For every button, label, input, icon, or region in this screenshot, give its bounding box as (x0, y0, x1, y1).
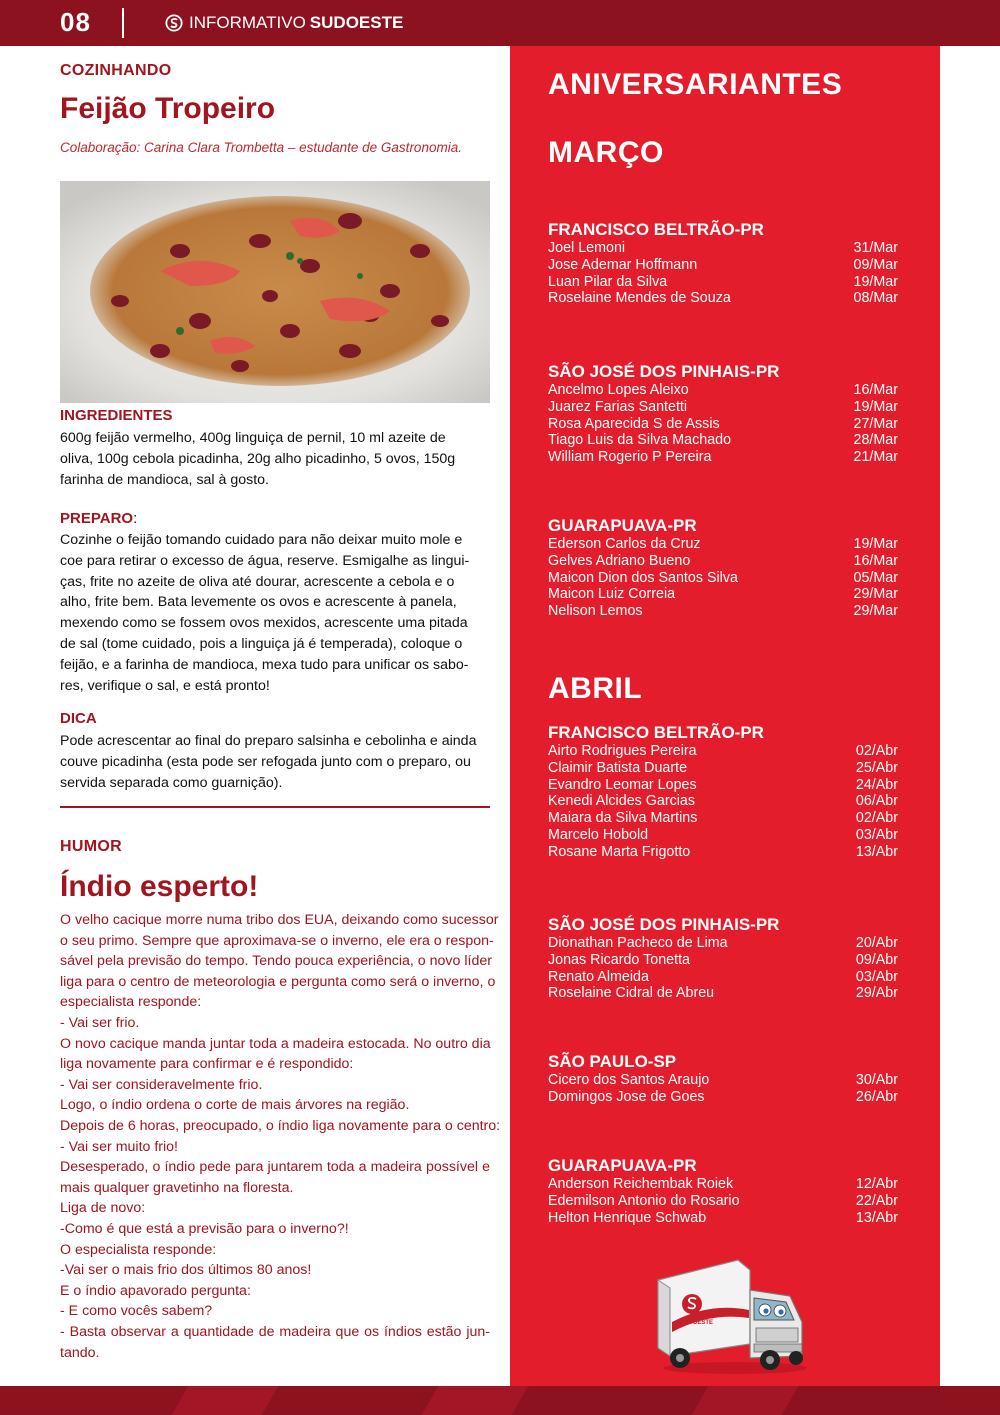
recipe-credit: Colaboração: Carina Clara Trombetta – estudante de Gastronomia. (60, 140, 462, 155)
birthday-row (548, 969, 898, 986)
humor-line: tando. (60, 1344, 100, 1361)
birthday-row (548, 603, 898, 620)
birthday-row (548, 777, 898, 794)
person-name: Domingos Jose de Goes (548, 1088, 705, 1105)
birthday-date: 19/Mar (853, 398, 898, 415)
city-heading: SÃO JOSÉ DOS PINHAIS-PR (548, 915, 780, 934)
person-name: Rosa Aparecida S de Assis (548, 415, 720, 432)
person-name: Roselaine Cidral de Abreu (548, 985, 715, 1002)
section-divider (60, 806, 490, 808)
person-name: Maicon Luiz Correia (548, 586, 676, 603)
person-name: Renato Almeida (548, 968, 649, 985)
prep-line: coe para retirar o excesso de água, reserve. Esmigalhe as lingui- (60, 552, 470, 569)
month-march: MARÇO (548, 136, 664, 169)
recipe-title: Feijão Tropeiro (60, 92, 276, 125)
birthday-row (548, 399, 898, 416)
birthday-row (548, 1089, 898, 1106)
truck-logo-text: SUDOESTE (680, 1320, 714, 1326)
tip-text (60, 731, 492, 793)
person-name: Luan Pilar da Silva (548, 273, 668, 290)
city-heading: SÃO PAULO-SP (548, 1052, 677, 1071)
birthday-row (548, 290, 898, 307)
birthday-date: 03/Abr (855, 968, 898, 985)
humor-line: o seu primo. Sempre que aproximava-se o inverno, ele era o respon- (60, 932, 494, 949)
person-name: Ancelmo Lopes Aleixo (548, 382, 689, 398)
sudoeste-truck-illustration (650, 1252, 810, 1376)
birthday-date: 02/Abr (855, 743, 898, 759)
person-name: Joel Lemoni (548, 240, 626, 256)
person-name: Rosane Marta Frigotto (548, 843, 691, 860)
recipe-kicker: COZINHANDO (60, 62, 172, 79)
ingredients-text (60, 428, 492, 490)
page-number: 08 (60, 7, 91, 37)
birthday-date: 06/Abr (855, 793, 898, 810)
prep-heading-colon: : (133, 510, 138, 527)
birthday-row (548, 586, 898, 603)
humor-line: O velho cacique morre numa tribo dos EUA, deixando como sucessor (60, 912, 499, 928)
birthday-row (548, 985, 898, 1002)
birthday-row (548, 935, 898, 952)
tip-heading: DICA (60, 710, 97, 727)
prep-line: feijão, e a farinha de mandioca, mexa tudo para unificar os sabo- (60, 656, 469, 673)
birthday-date: 03/Abr (855, 827, 898, 843)
person-name: Ederson Carlos da Cruz (548, 536, 701, 552)
footer-bar (0, 1386, 1000, 1415)
birthday-row (548, 432, 898, 449)
humor-line: - Vai ser consideravelmente frio. (60, 1076, 263, 1093)
humor-line: liga para o centro de meteorologia e pergunta como será o inverno, o (60, 973, 496, 990)
person-name: Juarez Farias Santetti (548, 398, 688, 415)
person-name: Roselaine Mendes de Souza (548, 290, 731, 307)
dish-photo-illustration (60, 181, 490, 403)
prep-heading-label: PREPARO (60, 510, 134, 527)
birthday-date: 05/Mar (853, 569, 898, 586)
birthday-row (548, 536, 898, 553)
prep-line: res, verifique o sal, e está pronto! (60, 677, 270, 694)
birthday-row (548, 1072, 898, 1089)
birthday-date: 24/Abr (855, 776, 898, 793)
humor-line: mais qualquer gravetinho na floresta. (60, 1179, 294, 1196)
header-divider (122, 8, 124, 38)
header-bar (0, 0, 1000, 46)
birthday-row (548, 1193, 898, 1210)
humor-line: -Vai ser o mais frio dos últimos 80 anos! (60, 1262, 312, 1279)
birthday-date: 29/Abr (855, 985, 898, 1002)
feijao-tropeiro-photo (60, 181, 490, 403)
birthday-row (548, 382, 898, 399)
city-heading: FRANCISCO BELTRÃO-PR (548, 723, 764, 742)
footer-stripe (172, 1386, 279, 1415)
person-name: Gelves Adriano Bueno (548, 552, 691, 569)
humor-line: - Vai ser muito frio! (60, 1138, 178, 1155)
birthday-row (548, 274, 898, 291)
tip-line: Pode acrescentar ao final do preparo salsinha e cebolinha e ainda (60, 733, 477, 749)
prep-line: Cozinhe o feijão tomando cuidado para não deixar muito mole e (60, 532, 463, 548)
birthday-row (548, 760, 898, 777)
birthday-date: 13/Abr (855, 1209, 898, 1226)
prep-text (60, 530, 492, 696)
birthday-date: 22/Abr (855, 1192, 898, 1209)
humor-line: - Vai ser frio. (60, 1015, 140, 1031)
birthday-row (548, 1176, 898, 1193)
ingredients-line: oliva, 100g cebola picadinha, 20g alho picadinho, 5 ovos, 150g (60, 450, 456, 467)
birthday-date: 29/Mar (853, 586, 898, 603)
humor-line: Desesperado, o índio pede para juntarem toda a madeira possível e (60, 1159, 490, 1176)
person-name: Dionathan Pacheco de Lima (548, 935, 728, 951)
humor-title: Índio esperto! (60, 870, 259, 903)
brand (165, 13, 403, 33)
humor-line: especialista responde: (60, 994, 202, 1011)
birthday-row (548, 810, 898, 827)
footer-stripe (692, 1386, 799, 1415)
ingredients-heading: INGREDIENTES (60, 407, 173, 424)
birthday-date: 31/Mar (853, 240, 898, 256)
brand-name: SUDOESTE (309, 13, 404, 32)
month-april: ABRIL (548, 672, 643, 705)
birthday-row (548, 793, 898, 810)
person-name: Cicero dos Santos Araujo (548, 1072, 710, 1088)
city-heading: SÃO JOSÉ DOS PINHAIS-PR (548, 362, 780, 381)
humor-line: Logo, o índio ordena o corte de mais árvores na região. (60, 1097, 410, 1114)
humor-line: sável pela previsão do tempo. Tendo pouca experiência, o novo líder (60, 953, 492, 970)
birthday-row (548, 553, 898, 570)
prep-line: de sal (tome cuidado, pois a linguiça já é temperada), coloque o (60, 635, 463, 652)
footer-stripe (422, 1386, 529, 1415)
person-name: William Rogerio P Pereira (548, 449, 712, 466)
humor-line: Depois de 6 horas, preocupado, o índio liga novamente para o centro: (60, 1118, 501, 1134)
person-name: Helton Henrique Schwab (548, 1209, 707, 1226)
person-name: Kenedi Alcides Garcias (548, 793, 696, 810)
ingredients-line: 600g feijão vermelho, 400g linguiça de pernil, 10 ml azeite de (60, 430, 446, 446)
person-name: Maiara da Silva Martins (548, 810, 698, 827)
birthday-row (548, 952, 898, 969)
humor-line: E o índio apavorado pergunta: (60, 1282, 251, 1299)
birthday-date: 19/Mar (853, 536, 898, 552)
person-name: Anderson Reichembak Roiek (548, 1176, 734, 1192)
brand-prefix: INFORMATIVO (189, 13, 306, 32)
birthday-row (548, 416, 898, 433)
sudoeste-logo-icon (165, 14, 183, 32)
birthdays-title: ANIVERSARIANTES (548, 68, 843, 101)
tip-line: couve picadinha (esta pode ser refogada junto com o preparo, ou (60, 753, 471, 770)
birthday-row (548, 844, 898, 861)
birthday-date: 02/Abr (855, 810, 898, 827)
person-name: Tiago Luis da Silva Machado (548, 432, 732, 449)
prep-heading (60, 510, 137, 527)
person-name: Marcelo Hobold (548, 827, 649, 843)
birthday-date: 09/Mar (853, 256, 898, 273)
humor-line: Liga de novo: (60, 1200, 146, 1217)
prep-line: ças, frite no azeite de oliva até dourar, acrescente a cebola e o (60, 573, 455, 590)
birthday-date: 16/Mar (853, 382, 898, 398)
birthday-date: 25/Abr (855, 759, 898, 776)
person-name: Claimir Batista Duarte (548, 759, 688, 776)
humor-line: liga novamente para confirmar e é respondido: (60, 1056, 354, 1073)
birthday-date: 27/Mar (853, 415, 898, 432)
humor-kicker: HUMOR (60, 838, 122, 855)
birthday-row (548, 827, 898, 844)
city-heading: GUARAPUAVA-PR (548, 516, 697, 535)
person-name: Edemilson Antonio do Rosario (548, 1192, 740, 1209)
birthday-date: 29/Mar (853, 603, 898, 620)
city-heading: FRANCISCO BELTRÃO-PR (548, 220, 764, 239)
person-name: Nelison Lemos (548, 603, 643, 620)
humor-line: -Como é que está a previsão para o inverno?! (60, 1221, 349, 1237)
person-name: Maicon Dion dos Santos Silva (548, 569, 738, 586)
birthday-date: 16/Mar (853, 552, 898, 569)
birthday-row (548, 257, 898, 274)
humor-line: - E como vocês sabem? (60, 1303, 213, 1320)
birthday-row (548, 743, 898, 760)
humor-line: - Basta observar a quantidade de madeira que os índios estão jun- (60, 1324, 490, 1340)
birthday-date: 28/Mar (853, 432, 898, 449)
person-name: Jonas Ricardo Tonetta (548, 951, 690, 968)
birthday-row (548, 1210, 898, 1227)
tip-line: servida separada como guarnição). (60, 774, 283, 791)
birthday-date: 19/Mar (853, 273, 898, 290)
prep-line: alho, frite bem. Bata levemente os ovos e acrescente à panela, (60, 594, 457, 611)
person-name: Airto Rodrigues Pereira (548, 743, 697, 759)
ingredients-line: farinha de mandioca, sal à gosto. (60, 471, 270, 488)
birthday-date: 08/Mar (853, 290, 898, 307)
prep-line: mexendo como se fossem ovos mexidos, acrescente uma pitada (60, 615, 468, 632)
birthday-date: 13/Abr (855, 843, 898, 860)
person-name: Evandro Leomar Lopes (548, 776, 697, 793)
birthday-date: 26/Abr (855, 1088, 898, 1105)
birthday-row (548, 570, 898, 587)
birthday-date: 12/Abr (855, 1176, 898, 1192)
birthday-row (548, 240, 898, 257)
city-heading: GUARAPUAVA-PR (548, 1156, 697, 1175)
humor-line: O especialista responde: (60, 1241, 217, 1258)
birthday-date: 20/Abr (855, 935, 898, 951)
birthday-date: 21/Mar (853, 449, 898, 466)
birthday-date: 30/Abr (855, 1072, 898, 1088)
birthday-row (548, 449, 898, 466)
humor-line: O novo cacique manda juntar toda a madeira estocada. No outro dia (60, 1035, 491, 1052)
birthday-date: 09/Abr (855, 951, 898, 968)
person-name: Jose Ademar Hoffmann (548, 256, 698, 273)
